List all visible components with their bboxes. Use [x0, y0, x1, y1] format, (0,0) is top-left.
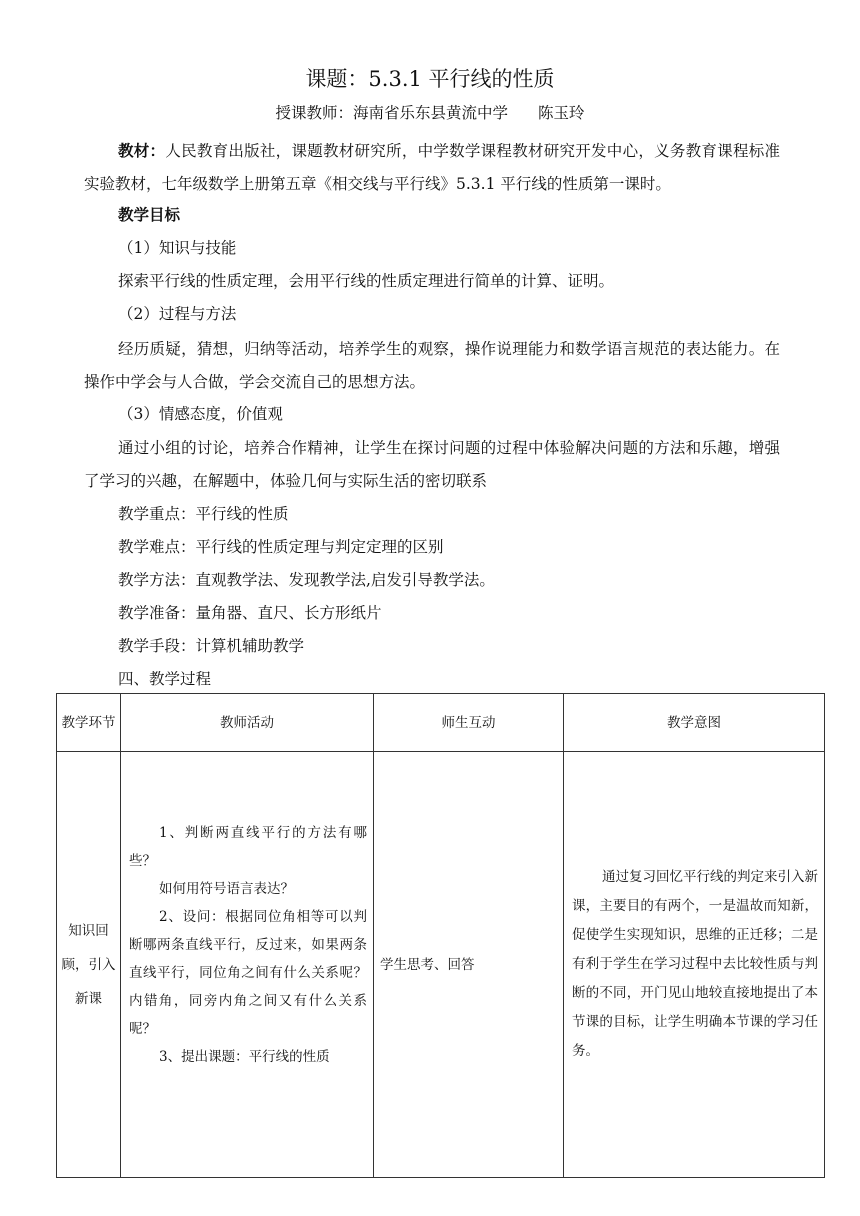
textbook-text: 人民教育出版社，课题教材研究所，中学数学课程教材研究开发中心，义务教育课程标准实验教材，七年级数学上册第五章《相交线与平行线》5.3.1 平行线的性质第一课时。 — [84, 142, 780, 193]
table-row — [57, 752, 825, 1178]
difficulty: 教学难点：平行线的性质定理与判定定理的区别 — [118, 538, 444, 556]
author-label: 授课教师：海南省乐东县黄流中学 — [275, 104, 508, 122]
intent-text: 通过复习回忆平行线的判定来引入新课，主要目的有两个，一是温故而知新，促使学生实现知识，思维的正迁移；二是有利于学生在学习过程中去比较性质与判断的不同，开门见山地较直接地提出了本节课的目标，让学生明确本节课的学习任务。 — [572, 869, 818, 1059]
process-method-text: 经历质疑，猜想，归纳等活动，培养学生的观察，操作说理能力和数学语言规范的表达能力。在操作中学会与人合做，学会交流自己的思想方法。 — [84, 340, 780, 391]
activity-item: 如何用符号语言表达？ — [159, 880, 294, 897]
teaching-methods: 教学方法：直观教学法、发现教学法,启发引导教学法。 — [118, 571, 495, 589]
header-teacher-activity: 教师活动 — [121, 694, 374, 752]
process-heading: 四、教学过程 — [118, 670, 212, 688]
key-point: 教学重点：平行线的性质 — [118, 505, 289, 523]
knowledge-heading: （1）知识与技能 — [118, 239, 237, 257]
teaching-means: 教学手段：计算机辅助教学 — [118, 637, 305, 655]
textbook-label: 教材： — [118, 141, 166, 160]
header-stage: 教学环节 — [57, 694, 121, 752]
emotion-text: 通过小组的讨论，培养合作精神，让学生在探讨问题的过程中体验解决问题的方法和乐趣，增强了学习的兴趣，在解题中，体验几何与实际生活的密切联系 — [84, 439, 780, 490]
textbook-paragraph — [84, 134, 780, 201]
emotion-heading: （3）情感态度，价值观 — [118, 405, 283, 423]
stage-cell: 知识回顾，引入新课 — [57, 752, 121, 1178]
header-interaction: 师生互动 — [374, 694, 564, 752]
activity-item: 2、设问：根据同位角相等可以判断哪两条直线平行，反过来，如果两条直线平行，同位角之间有什么关系呢？内错角，同旁内角之间又有什么关系呢？ — [129, 908, 367, 1037]
table-header-row — [57, 694, 825, 752]
process-method-heading: （2）过程与方法 — [118, 305, 237, 323]
goals-heading: 教学目标 — [118, 205, 181, 224]
author-name: 陈玉玲 — [538, 104, 585, 122]
teaching-preparation: 教学准备：量角器、直尺、长方形纸片 — [118, 604, 382, 622]
activity-item: 3、提出课题：平行线的性质 — [159, 1048, 330, 1065]
interaction-cell: 学生思考、回答 — [374, 752, 564, 1178]
teaching-process-table — [56, 693, 825, 1178]
activity-item: 1、判断两直线平行的方法有哪些？ — [129, 824, 367, 869]
header-intent: 教学意图 — [564, 694, 825, 752]
page-title: 课题：5.3.1 平行线的性质 — [305, 67, 555, 91]
knowledge-text: 探索平行线的性质定理，会用平行线的性质定理进行简单的计算、证明。 — [118, 272, 615, 290]
author-line — [0, 100, 860, 126]
intent-cell — [564, 752, 825, 1178]
teacher-activity-cell — [121, 752, 374, 1178]
